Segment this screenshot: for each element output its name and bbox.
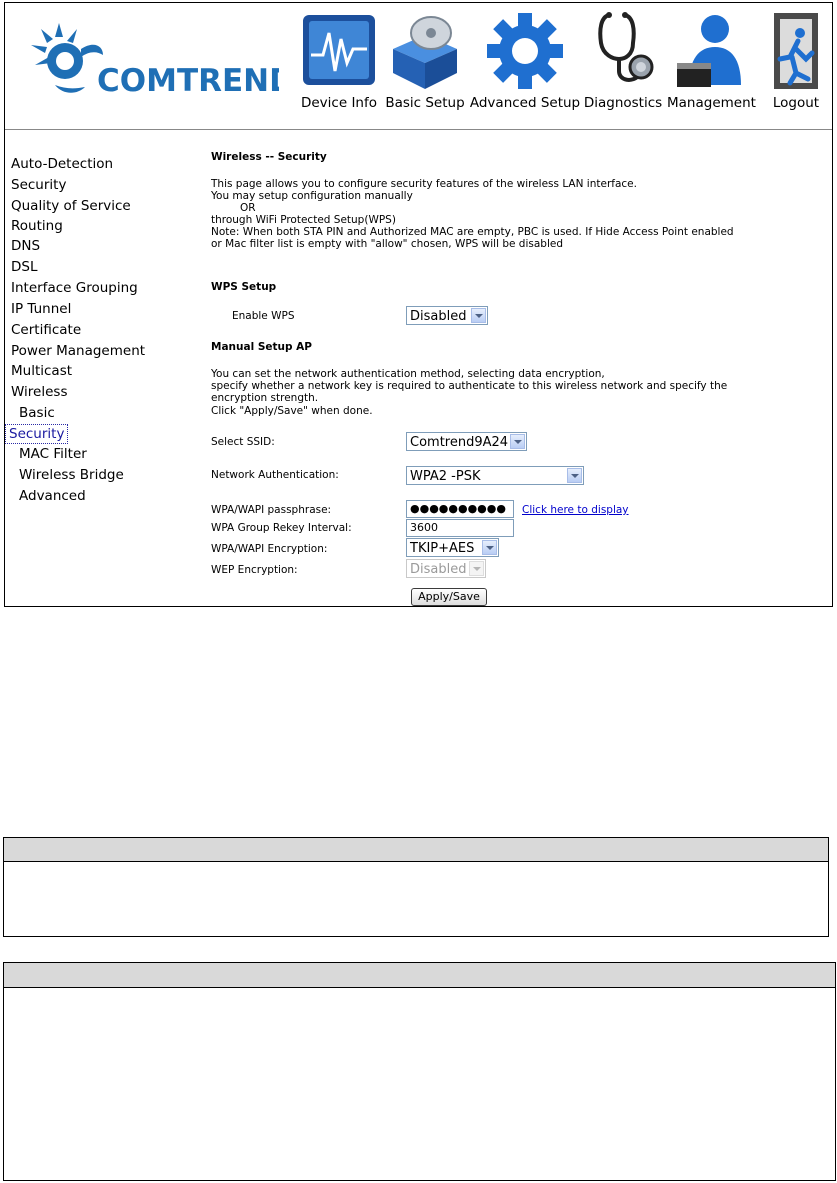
user-icon <box>671 9 751 91</box>
sidebar-item-security[interactable]: Security <box>11 177 67 193</box>
sidebar-item-certificate[interactable]: Certificate <box>11 322 82 338</box>
sidebar-item-wireless-basic[interactable]: Basic <box>19 405 55 421</box>
network-authentication-select[interactable]: WPA2 -PSK <box>406 466 584 485</box>
ssid-label: Select SSID: <box>211 436 275 448</box>
description-table-2 <box>3 962 836 1181</box>
rekey-interval-input[interactable]: 3600 <box>406 519 514 537</box>
sidebar-item-routing[interactable]: Routing <box>11 218 63 234</box>
header-bar <box>5 3 832 130</box>
manual-desc-line-2: specify whether a network key is required to authenticate to this wireless network and specify the <box>211 380 728 392</box>
sidebar-item-interface-grouping[interactable]: Interface Grouping <box>11 280 138 296</box>
table-header-row <box>4 963 835 988</box>
sidebar-item-mac-filter[interactable]: MAC Filter <box>19 446 87 462</box>
wps-heading: WPS Setup <box>211 281 277 293</box>
stethoscope-icon <box>583 9 663 91</box>
encryption-label: WPA/WAPI Encryption: <box>211 543 328 555</box>
sidebar-item-quality-of-service[interactable]: Quality of Service <box>11 198 131 214</box>
nav-diagnostics[interactable]: Diagnostics <box>583 9 663 121</box>
basic-setup-icon <box>385 9 465 91</box>
gear-icon <box>485 9 565 91</box>
sidebar-item-multicast[interactable]: Multicast <box>11 363 73 379</box>
main-content <box>166 130 832 606</box>
manual-desc-line-4: Click "Apply/Save" when done. <box>211 405 373 417</box>
chevron-down-icon <box>469 561 484 576</box>
svg-text:COMTREND: COMTREND <box>97 63 279 99</box>
chevron-down-icon <box>482 540 497 555</box>
nav-logout[interactable]: Logout <box>761 9 831 121</box>
passphrase-input[interactable]: ●●●●●●●●●● <box>406 500 514 518</box>
chevron-down-icon <box>510 434 525 449</box>
sidebar-item-dsl[interactable]: DSL <box>11 259 38 275</box>
table-header-row <box>4 838 828 862</box>
description-table-1 <box>3 837 829 937</box>
sidebar-item-wireless[interactable]: Wireless <box>11 384 68 400</box>
wep-label: WEP Encryption: <box>211 564 298 576</box>
manual-desc-line-1: You can set the network authentication method, selecting data encryption, <box>211 368 605 380</box>
ssid-select[interactable]: Comtrend9A24 <box>406 432 527 451</box>
enable-wps-select[interactable]: Disabled <box>406 306 488 325</box>
enable-wps-label: Enable WPS <box>232 310 295 322</box>
page-title: Wireless -- Security <box>211 151 327 163</box>
auth-label: Network Authentication: <box>211 469 339 481</box>
sidebar-item-wireless-bridge[interactable]: Wireless Bridge <box>19 467 124 483</box>
sidebar-item-power-management[interactable]: Power Management <box>11 343 146 359</box>
intro-line-2: You may setup configuration manually <box>211 190 413 202</box>
sidebar-item-dns[interactable]: DNS <box>11 238 41 254</box>
nav-basic-setup[interactable]: Basic Setup <box>383 9 467 121</box>
wep-encryption-select: Disabled <box>406 559 486 578</box>
sidebar-item-auto-detection[interactable]: Auto-Detection <box>11 156 114 172</box>
nav-device-info[interactable]: Device Info <box>298 9 380 121</box>
intro-line-4: through WiFi Protected Setup(WPS) <box>211 214 396 226</box>
router-web-ui <box>4 2 833 607</box>
nav-management[interactable]: Management <box>667 9 755 121</box>
sidebar-item-ip-tunnel[interactable]: IP Tunnel <box>11 301 72 317</box>
exit-icon <box>756 9 836 91</box>
manual-desc-line-3: encryption strength. <box>211 392 319 404</box>
nav-advanced-setup[interactable]: Advanced Setup <box>469 9 581 121</box>
rekey-label: WPA Group Rekey Interval: <box>211 522 352 534</box>
chevron-down-icon <box>567 468 582 483</box>
wpa-encryption-select[interactable]: TKIP+AES <box>406 538 499 557</box>
comtrend-logo <box>19 11 279 101</box>
passphrase-label: WPA/WAPI passphrase: <box>211 504 332 516</box>
intro-line-5: Note: When both STA PIN and Authorized MAC are empty, PBC is used. If Hide Access Point enabled <box>211 226 734 238</box>
device-info-icon <box>299 9 379 91</box>
apply-save-button[interactable]: Apply/Save <box>411 588 487 606</box>
intro-line-6: or Mac filter list is empty with "allow" chosen, WPS will be disabled <box>211 238 564 250</box>
intro-line-1: This page allows you to configure security features of the wireless LAN interface. <box>211 178 637 190</box>
sidebar <box>5 130 166 606</box>
chevron-down-icon <box>471 308 486 323</box>
display-passphrase-link[interactable]: Click here to display <box>522 504 629 516</box>
manual-setup-heading: Manual Setup AP <box>211 341 312 353</box>
intro-line-3: OR <box>240 202 256 214</box>
sidebar-item-wireless-advanced[interactable]: Advanced <box>19 488 86 504</box>
sidebar-item-wireless-security[interactable]: Security <box>5 424 68 444</box>
